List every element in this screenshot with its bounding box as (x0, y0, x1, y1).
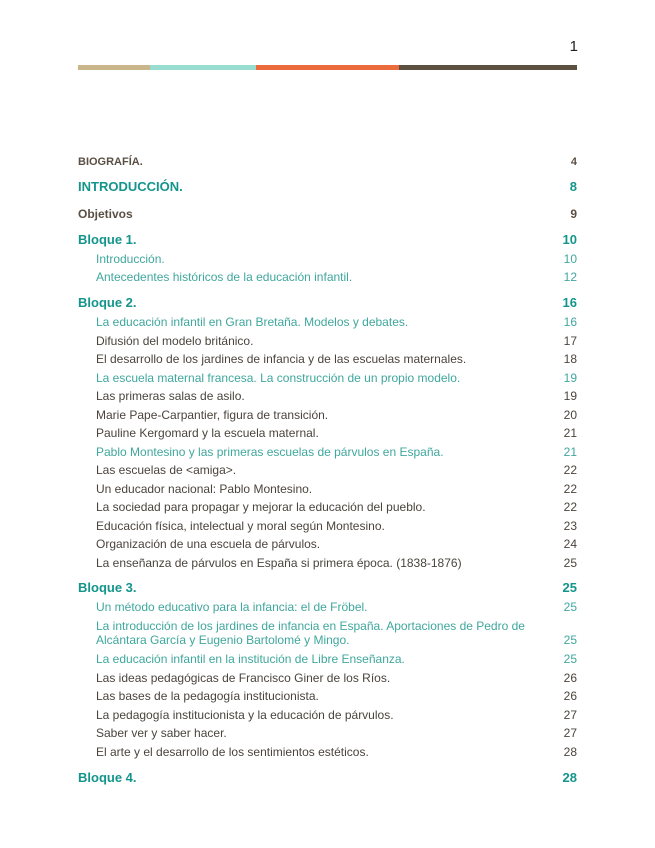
toc-entry-page: 28 (563, 745, 577, 759)
toc-entry-title: La pedagogía institucionista y la educación de párvulos. (96, 708, 394, 722)
toc-entry-page: 16 (563, 315, 577, 329)
toc-entry-page: 25 (563, 556, 577, 570)
toc-entry-title: Marie Pape-Carpantier, figura de transición. (96, 408, 329, 422)
toc-entry-page: 10 (563, 252, 577, 266)
toc-entry-title: La enseñanza de párvulos en España si primera época. (1838-1876) (96, 556, 462, 570)
toc-entry-title: Un método educativo para la infancia: el de Fröbel. (96, 600, 368, 614)
toc-entry-page: 24 (563, 537, 577, 551)
toc-entry-title: Organización de una escuela de párvulos. (96, 537, 321, 551)
toc-entry-page: 21 (563, 426, 577, 440)
toc-entry-page: 22 (563, 482, 577, 496)
toc-subentry[interactable] (78, 619, 577, 647)
toc-entry-title: Objetivos (78, 207, 133, 221)
toc-entry-page: 4 (570, 156, 577, 168)
toc-entry-page: 26 (563, 671, 577, 685)
toc-entry-title: Introducción. (96, 252, 165, 266)
toc-entry-page: 8 (569, 179, 577, 194)
toc-entry-title: Pablo Montesino y las primeras escuelas de párvulos en España. (96, 445, 444, 459)
bar-segment-brown (399, 65, 577, 70)
page-number: 1 (569, 38, 578, 55)
toc-entry-title: Las primeras salas de asilo. (96, 389, 245, 403)
toc-entry-page: 17 (563, 334, 577, 348)
toc-entry-title: Bloque 2. (78, 295, 137, 310)
toc-entry-title: Difusión del modelo británico. (96, 334, 254, 348)
toc-entry-page: 27 (563, 726, 577, 740)
toc-entry-page: 16 (562, 295, 577, 310)
bar-segment-mint (150, 65, 256, 70)
toc-entry-title: INTRODUCCIÓN. (78, 179, 183, 194)
toc-entry-title: La introducción de los jardines de infancia en España. Aportaciones de Pedro de Alcántara García y Eugenio Bartolomé y Mingo. (96, 619, 525, 647)
toc-entry-title: Un educador nacional: Pablo Montesino. (96, 482, 313, 496)
toc-entry-page: 9 (570, 207, 577, 221)
toc-entry-page: 25 (563, 633, 577, 647)
toc-entry-title: Educación física, intelectual y moral según Montesino. (96, 519, 385, 533)
toc-entry-page: 20 (563, 408, 577, 422)
toc-entry-title: El arte y el desarrollo de los sentimientos estéticos. (96, 745, 369, 759)
toc-entry-title: La escuela maternal francesa. La construcción de un propio modelo. (96, 371, 461, 385)
toc-entry-page: 25 (562, 580, 577, 595)
toc-entry-title: Pauline Kergomard y la escuela maternal. (96, 426, 319, 440)
bar-segment-orange (256, 65, 399, 70)
toc-entry-title: La sociedad para propagar y mejorar la educación del pueblo. (96, 500, 426, 514)
toc-entry-title: Antecedentes históricos de la educación infantil. (96, 270, 353, 284)
toc-entry-title: La educación infantil en Gran Bretaña. Modelos y debates. (96, 315, 409, 329)
toc-entry-page: 25 (563, 600, 577, 614)
toc-entry-title: Bloque 1. (78, 232, 137, 247)
toc-entry-page: 10 (562, 232, 577, 247)
toc-entry-title: Las bases de la pedagogía institucionista. (96, 689, 319, 703)
toc-entry-page: 18 (563, 352, 577, 366)
toc-entry-title: Bloque 3. (78, 580, 137, 595)
toc-entry-title: Bloque 4. (78, 770, 137, 785)
toc-entry-page: 19 (563, 389, 577, 403)
bar-segment-tan (78, 65, 150, 70)
toc-entry-page: 22 (563, 463, 577, 477)
toc-entry-title: La educación infantil en la institución de Libre Enseñanza. (96, 652, 405, 666)
toc-entry-page: 19 (563, 371, 577, 385)
toc-entry-title: El desarrollo de los jardines de infancia y de las escuelas maternales. (96, 352, 467, 366)
toc-entry-page: 23 (563, 519, 577, 533)
toc-entry-page: 26 (563, 689, 577, 703)
toc-entry-page: 27 (563, 708, 577, 722)
toc-entry-page: 25 (563, 652, 577, 666)
toc-entry-title: Las escuelas de <amiga>. (96, 463, 237, 477)
toc-entry-title: Las ideas pedagógicas de Francisco Giner de los Ríos. (96, 671, 391, 685)
header-color-bar (78, 65, 577, 70)
toc-entry-title: Saber ver y saber hacer. (96, 726, 227, 740)
toc-entry-page: 28 (562, 770, 577, 785)
toc-entry-page: 22 (563, 500, 577, 514)
toc-entry-page: 21 (563, 445, 577, 459)
toc-entry-title: BIOGRAFÍA. (78, 156, 143, 168)
toc-entry-page: 12 (563, 270, 577, 284)
